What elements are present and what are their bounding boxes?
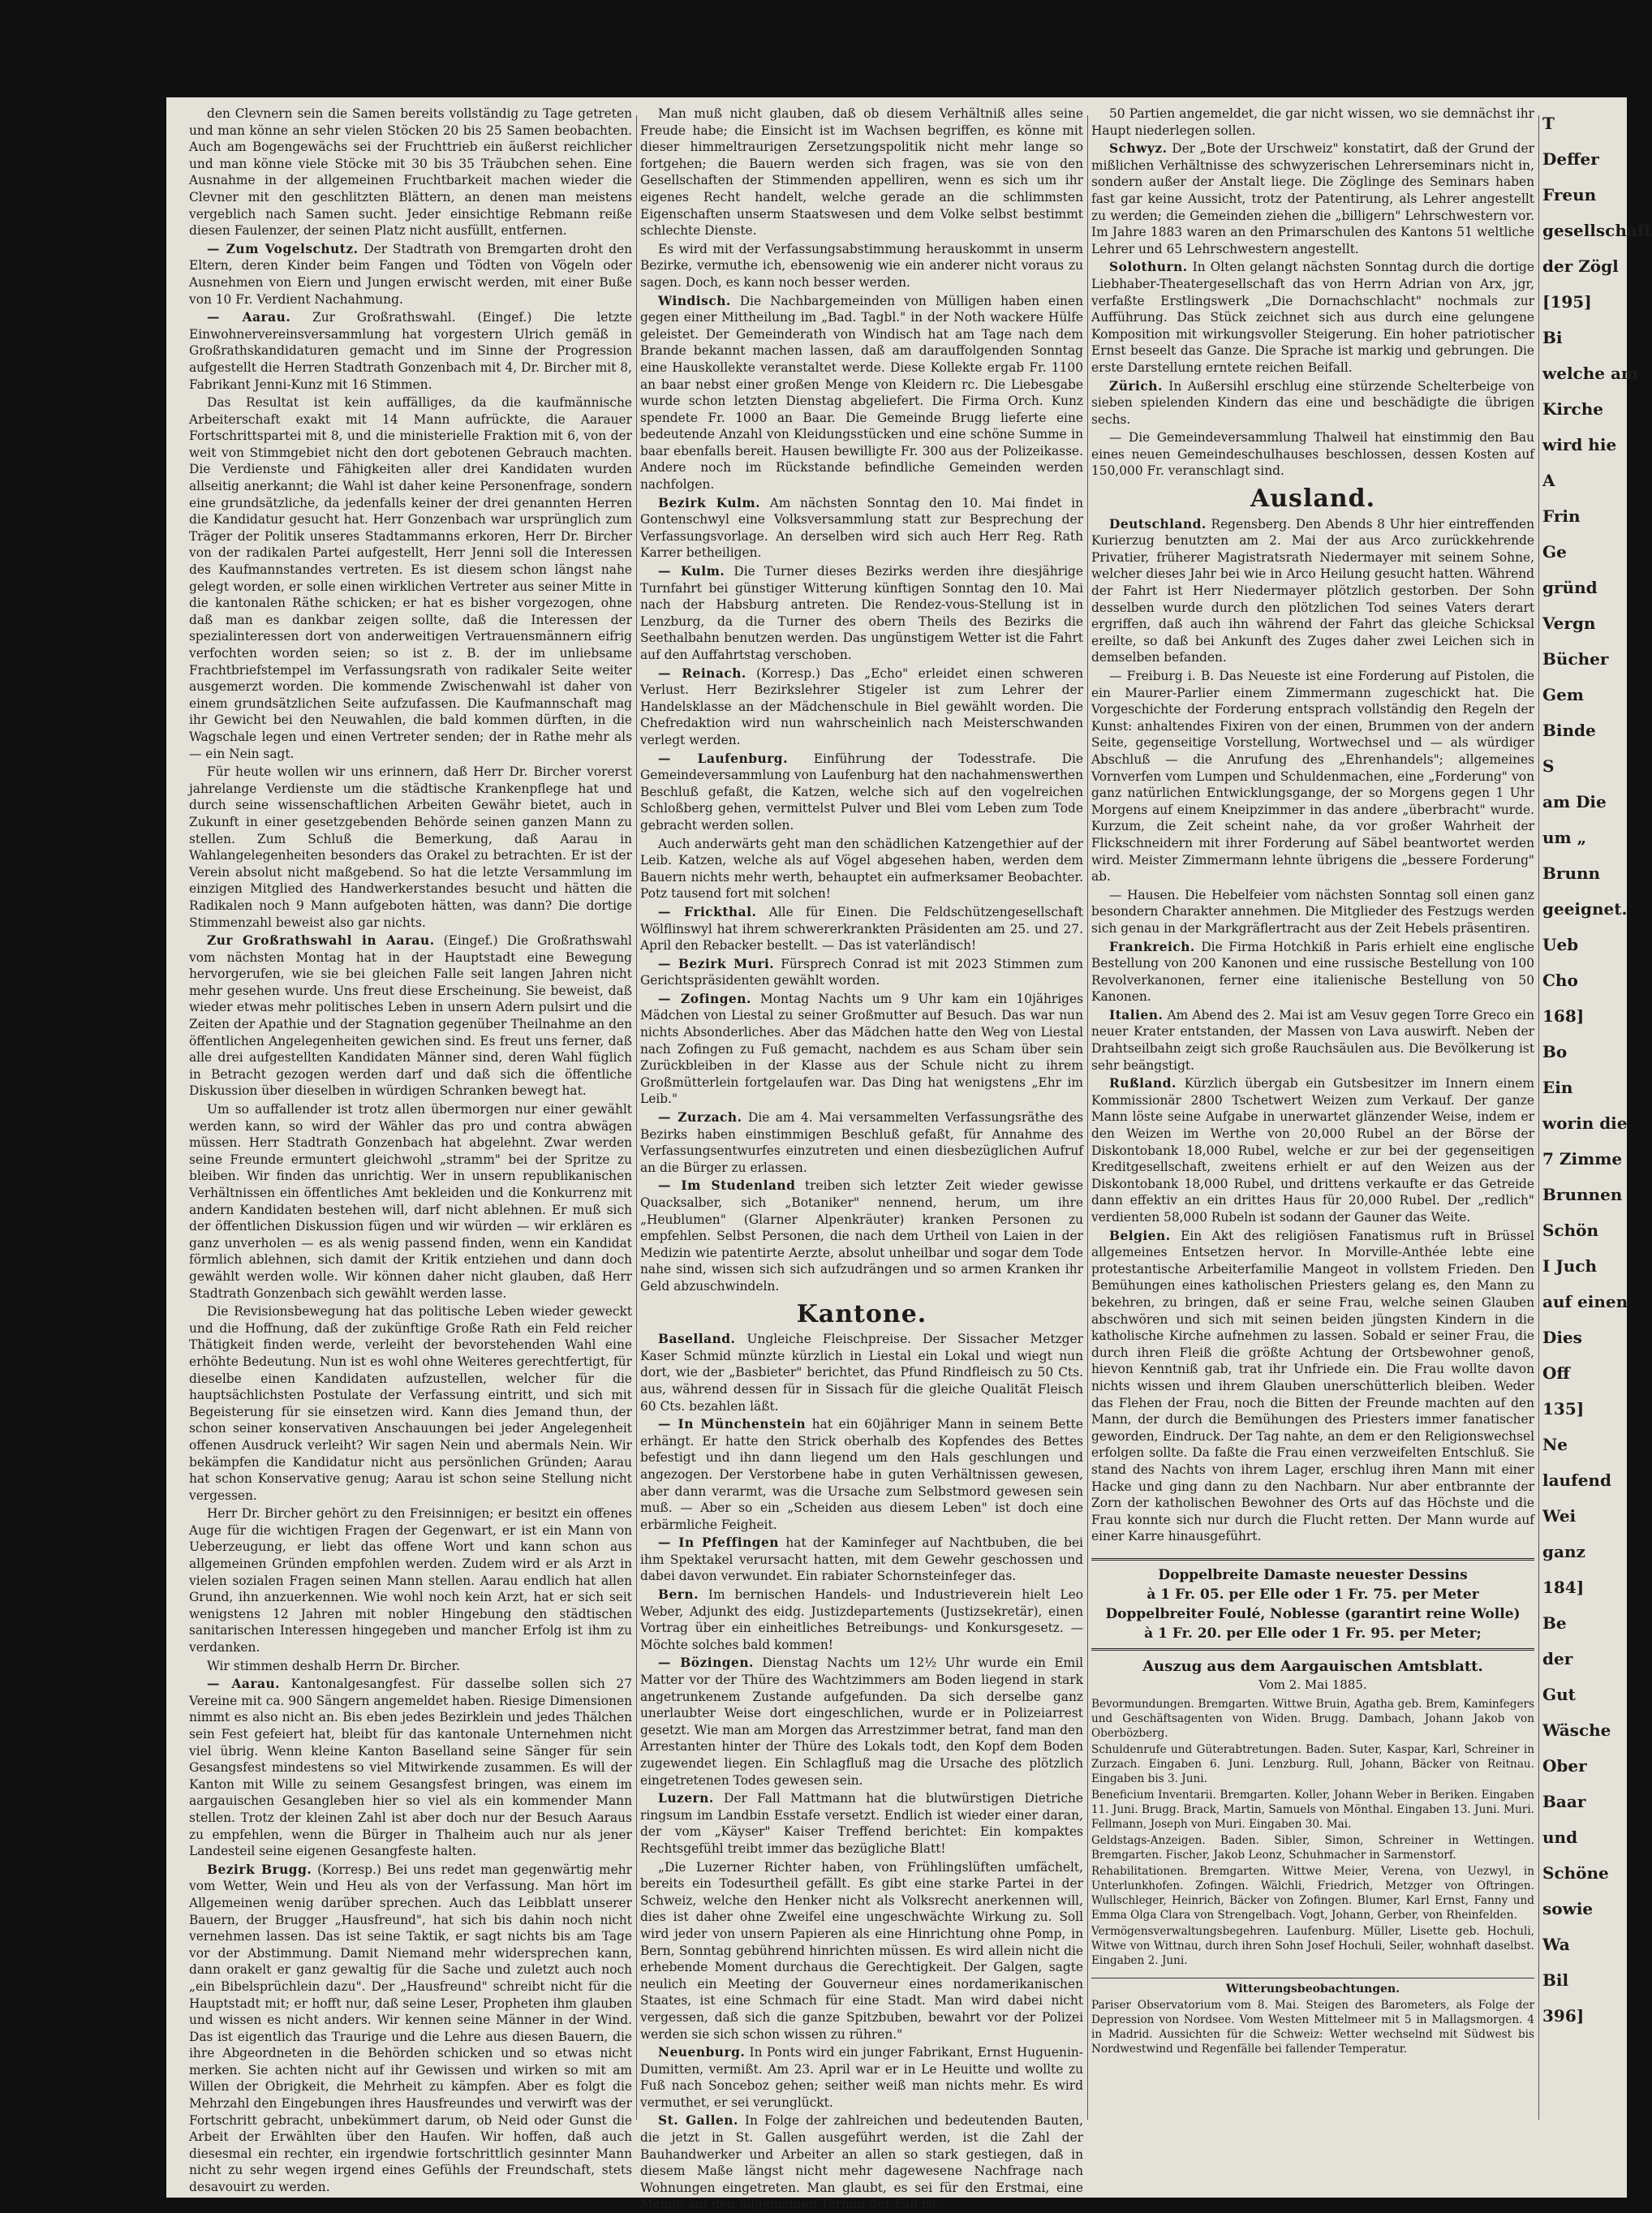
article-text: In Außersihl erschlug eine stürzende Schelterbeige von sieben spielenden Kindern das eine und beschädigte die übrigen sechs. bbox=[1091, 378, 1534, 427]
article-paragraph bbox=[1091, 1075, 1534, 1225]
article-text: Der „Bote der Urschweiz" konstatirt, daß der Grund der mißlichen Verhältnisse des schwyzerischen Lehrerseminars nicht in, sondern außer der Anstalt liege. Die Zöglinge des Seminars haben fast gar keine Aussicht, trotz der Patentirung, als Lehrer angestellt zu werden; die Gemeinden ziehen die „billigern" Lehrschwestern vor. Im Jahre 1883 waren an den Primarschulen des Kantons 51 weltliche Lehrer und 65 Lehrschwestern angestellt. bbox=[1091, 141, 1534, 256]
article-text: 50 Partien angemeldet, die gar nicht wissen, wo sie demnächst ihr Haupt niederlegen sollen. bbox=[1091, 106, 1534, 138]
article-text: In Ponts wird ein junger Fabrikant, Ernst Huguenin-Dumitten, vermißt. Am 23. April war er in Le Heuitte und wollte zu Fuß nach Sonceboz gehen; seither weiß man nichts mehr. Es wird vermuthet, er sei verunglückt. bbox=[640, 2045, 1083, 2110]
article-text: Im bernischen Handels- und Industrieverein hielt Leo Weber, Adjunkt des eidg. Justizdepartements (Justizsekretär), einen Vortrag über ein einheitliches Betreibungs- und Konkursgesetz. — Möchte solches bald kommen! bbox=[640, 1587, 1083, 1652]
weather-text: Pariser Observatorium vom 8. Mai. Steigen des Barometers, als Folge der Depression von Nordsee. Vom Westen Mittelmeer mit 5 in Mallagsmorgen. 4 in Madrid. Aussichten für die Schweiz: Wetter wechselnd mit Südwest bis Nordwestwind und Regenfälle bei fallender Temperatur. bbox=[1091, 1999, 1534, 2056]
article-paragraph bbox=[189, 309, 632, 393]
column-1 bbox=[189, 105, 632, 2195]
article-paragraph bbox=[189, 764, 632, 931]
article-paragraph bbox=[640, 241, 1083, 291]
amtsblatt-date: Vom 2. Mai 1885. bbox=[1258, 1677, 1367, 1693]
clipped-ad-fragment: Gut bbox=[1542, 1685, 1576, 1704]
clipped-ad-fragment: auf einen bbox=[1542, 1292, 1628, 1311]
clipped-ad-fragment: laufend bbox=[1542, 1470, 1611, 1490]
article-text: — Hausen. Die Hebelfeier vom nächsten Sonntag soll einen ganz besondern Charakter annehmen. Die Mitglieder des Festzugs werden sich genau in der Markgräflertracht aus der Zeit Hebels präsentiren. bbox=[1091, 887, 1534, 936]
article-text: Ein Akt des religiösen Fanatismus ruft in Brüssel allgemeines Entsetzen hervor. In Morville-Anthée lebte eine protestantische Arbeiterfamilie Mangeot in vollstem Frieden. Den Bemühungen eines katholischen Priesters gelang es, den Mann zu bekehren, zu bringen, daß er seine Frau, welche seinen Glauben abschwören und sich mit seinen beiden jüngsten Kindern in die katholische Kirche aufnehmen zu lassen. Sobald er seiner Frau, die durch ihren Fleiß die größte Achtung der Ortsbewohner genoß, hievon Kenntniß gab, trat ihr Unfriede ein. Die Frau wollte davon nichts wissen und ihrem Glauben unerschütterlich bleiben. Weder das Flehen der Frau, noch die Bitten der Freunde machten auf den Mann, der durch die Bemühungen des Priesters immer fanatischer geworden, Eindruck. Der Tag nahte, an dem er den Religionswechsel erfolgen sollte. Da faßte die Frau einen verzweifelten Entschluß. Sie stand des Nachts von ihrem Lager, erschlug ihren Mann mit einer Hacke und ging dann zu den Nachbarn. Nur aber entbrannte der Zorn der katholischen Bewohner des Orts auf das Höchste und die Frau konnte sich nur durch die Flucht retten. Der Mann wurde auf einer Karre hinausgeführt. bbox=[1091, 1228, 1534, 1544]
article-dateline: — Bözingen. bbox=[658, 1655, 754, 1671]
article-dateline: Neuenburg. bbox=[658, 2045, 746, 2060]
clipped-ad-fragment: Wei bbox=[1542, 1506, 1577, 1526]
article-text: Die Revisionsbewegung hat das politische Leben wieder geweckt und die Hoffnung, daß der zukünftige Große Rath ein Feld reicher Thätigkeit finden werde, verleiht der bevorstehenden Wahl eine erhöhte Bedeutung. Nun ist es wohl ohne Weiteres gerechtfertigt, für dieselbe einen Kandidaten aufzustellen, welcher für die hauptsächlichsten Postulate der Verfassung eintritt, und sich mit Begeisterung für sie einsetzen wird. Kann dies Jemand thun, der schon seiner konservativen Anschauungen bei jeder Angelegenheit offenen Ausdruck verleiht? Wir sagen Nein und abermals Nein. Wir bekämpfen die Kandidatur nicht aus persönlichen Gründen; Aarau hat schon Konservative genug; Aarau ist schon seine Stellung nicht vergessen. bbox=[189, 1304, 632, 1503]
clipped-ad-fragment: der bbox=[1542, 1649, 1573, 1668]
clipped-ad-fragment: Ueb bbox=[1542, 935, 1579, 954]
article-dateline: — In Pfeffingen bbox=[658, 1535, 779, 1551]
article-paragraph bbox=[189, 241, 632, 308]
article-text: Um so auffallender ist trotz allen übermorgen nur einer gewählt werden kann, so wird der Wähler das pro und contra abwägen müssen. Herr Stadtrath Gonzenbach hat abgelehnt. Zwar werden seine Freunde ermuntert gleichwohl „stramm" bei der Spritze zu bleiben. Wir finden das unrichtig. Wer in unsern republikanischen Verhältnissen ein öffentliches Amt bekleiden und die Konkurrenz mit andern Kandidaten bestehen will, darf nicht ablehnen. Er muß sich der öffentlichen Diskussion fügen und wir würden — wir erklären es ganz unverholen — es als wenig passend finden, wenn ein Kandidat förmlich ablehnen, sich damit der Kritik entziehen und dann doch gewählt werden wolle. Wir können daher nicht glauben, daß Herr Stadtrath Gonzenbach sich gewählt werden lasse. bbox=[189, 1102, 632, 1301]
article-paragraph bbox=[1091, 516, 1534, 666]
clipped-ad-fragment: 135] bbox=[1542, 1399, 1585, 1419]
clipped-ad-fragment: Ge bbox=[1542, 542, 1567, 562]
clipped-ad-fragment: Kirche bbox=[1542, 399, 1603, 419]
clipped-ad-fragment: worin die bbox=[1542, 1113, 1628, 1133]
advertisement bbox=[1091, 1558, 1534, 1651]
article-text: Die Nachbargemeinden von Mülligen haben einen gegen einer Mittheilung im „Bad. Tagbl." in der Noth wackere Hülfe geleistet. Der Gemeinderath von Windisch hat am Tage nach dem Brande bekannt machen lassen, daß am darauffolgenden Sonntag eine Hauskollekte veranstaltet werde. Diese Kollekte ergab Fr. 1100 an baar nebst einer großen Menge von Kleidern rc. Die Liebesgabe wurde schon letzten Dienstag abgeliefert. Die Firma Orch. Kunz spendete Fr. 1000 an Baar. Die Gemeinde Brugg lieferte eine bedeutende Anzahl von Kleidungsstücken und eine schöne Summe in baar ebenfalls bereit. Hausen bewilligte Fr. 300 aus der Polizeikasse. Andere noch im Rückstande befindliche Gemeinden werden nachfolgen. bbox=[640, 293, 1083, 493]
article-dateline: Frankreich. bbox=[1109, 939, 1195, 954]
article-paragraph bbox=[189, 1862, 632, 2196]
clipped-ad-fragment: Wa bbox=[1542, 1935, 1570, 1954]
amtsblatt-title: Auszug aus dem Aargauischen Amtsblatt. bbox=[1142, 1657, 1483, 1675]
article-dateline: — Bezirk Muri. bbox=[658, 956, 775, 971]
clipped-ad-fragment: Cho bbox=[1542, 971, 1578, 990]
article-text: Auch anderwärts geht man den schädlichen Katzengethier auf der Leib. Katzen, welche als auf Vögel abgesehen haben, werden dem Bauern nichts mehr werth, behauptet ein aufmerksamer Beobachter. Potz tausend fort mit solchen! bbox=[640, 836, 1083, 902]
amtsblatt-entry: Vermögensverwaltungsbegehren. Laufenburg. Müller, Lisette geb. Hochuli, Witwe von Wittnau, durch ihren Sohn Josef Hochuli, Seiler, wohnhaft daselbst. Eingaben 2. Juni. bbox=[1091, 1925, 1534, 1968]
article-paragraph bbox=[1091, 1228, 1534, 1545]
article-text: Einführung der Todesstrafe. Die Gemeindeversammlung von Laufenburg hat den nachahmenswerthen Beschluß gefaßt, die Katzen, welche sich auf den vogelreichen Schloßberg gehen, vermittelst Pulver und Blei vom Leben zum Tode gebracht werden sollen. bbox=[640, 751, 1083, 833]
article-paragraph bbox=[640, 1109, 1083, 1176]
article-text: Ungleiche Fleischpreise. Der Sissacher Metzger Kaser Schmid münzte kürzlich in Liestal ein Lokal und wiegt nun dort, wie der „Basbieter" berichtet, das Pfund Rindfleisch zu 50 Cts. aus, während dessen für in Sissach für die gleiche Qualität Fleisch 60 Cts. bezahlen läßt. bbox=[640, 1332, 1083, 1414]
clipped-ad-fragment: Bo bbox=[1542, 1042, 1568, 1061]
article-text: In Folge der zahlreichen und bedeutenden Bauten, die jetzt in St. Gallen ausgeführt werden, ist die Zahl der Bauhandwerker und Arbeiter an allen so stark gestiegen, daß in diesem Maße längst nicht mehr dagewesene Nachfrage nach Wohnungen eingetreten. Man glaubt, es sei für den Erstmai, eine Menge auf den allgemeinen Termin der Fall ist. bbox=[640, 2113, 1083, 2212]
amtsblatt-entry: Geldstags-Anzeigen. Baden. Sibler, Simon, Schreiner in Wettingen. Bremgarten. Fischer, Jakob Leonz, Schuhmacher in Sarmenstorf. bbox=[1091, 1834, 1534, 1862]
clipped-ad-fragment: Deffer bbox=[1542, 149, 1599, 169]
clipped-ad-fragment: Brunn bbox=[1542, 863, 1601, 883]
article-paragraph bbox=[640, 495, 1083, 562]
article-dateline: — Reinach. bbox=[658, 665, 746, 681]
article-dateline: Windisch. bbox=[658, 293, 731, 308]
article-dateline: — Kulm. bbox=[658, 564, 725, 579]
article-paragraph bbox=[1091, 668, 1534, 885]
article-text: Das Resultat ist kein auffälliges, da die kaufmännische Arbeiterschaft exakt mit 14 Mann aufrückte, die Aarauer Fortschrittspartei mit 8, und die ministerielle Fraktion mit 6, von der weit von Stimmgebiet nicht den dort gebotenen Gebrauch machten. Die Verdienste und Fähigkeiten aller drei Kandidaten wurden allseitig anerkannt; die Wahl ist daher keine Personenfrage, sondern eine grundsätzliche, da jedenfalls keiner der drei genannten Herren die Kandidatur gesucht hat. Herr Gonzenbach war ursprünglich zum Träger der Politik unseres Stadtammanns erkoren, Herr Dr. Bircher von der radikalen Partei aufgestellt, Herr Jenni soll die Interessen des Kaufmannstandes vertreten. Es ist diesem schon längst nahe gelegt worden, er solle einen wirklichen Vertreter aus seiner Mitte in die kantonalen Räthe schicken; er hat es bisher vorgezogen, ohne daß man es dankbar zeigen sollte, daß die Interessen der spezialinteressen dort von anderweitigen Vertrauensmännern eifrig verfochten worden seien; so ist z. B. der im unliebsame Frachtbriefstempel im Verfassungsrath von radikaler Seite weiter ausgemerzt worden. Die kommende Zwischenwahl ist daher von einem grundsätzlichen Seite aufzufassen. Die Kaufmannschaft mag ihr Gewicht bei den Neuwahlen, die bald kommen dürften, in die Wagschale legen und einen Vertreter senden; der in Rathe mehr als — ein Nein sagt. bbox=[189, 395, 632, 761]
article-dateline: Zur Großrathswahl in Aarau. bbox=[207, 933, 435, 949]
ad-line: Doppelbreiter Foulé, Noblesse (garantirt reine Wolle) bbox=[1105, 1605, 1521, 1622]
article-paragraph bbox=[640, 105, 1083, 239]
article-paragraph bbox=[1091, 1007, 1534, 1074]
article-paragraph bbox=[640, 956, 1083, 989]
article-dateline: Bezirk Kulm. bbox=[658, 495, 761, 510]
article-paragraph bbox=[1091, 259, 1534, 376]
clipped-ad-fragment: gründ bbox=[1542, 578, 1598, 597]
article-paragraph bbox=[640, 1416, 1083, 1533]
column-divider bbox=[1087, 115, 1088, 2120]
article-paragraph bbox=[1091, 887, 1534, 937]
article-dateline: — Aarau. bbox=[207, 1677, 281, 1692]
article-dateline: Solothurn. bbox=[1109, 260, 1188, 275]
article-text: — Die Gemeindeversammlung Thalweil hat einstimmig den Bau eines neuen Gemeindeschulhauses beschlossen, dessen Kosten auf 150,000 Fr. veranschlagt sind. bbox=[1091, 430, 1534, 479]
clipped-ad-fragment: Off bbox=[1542, 1363, 1570, 1383]
column-divider bbox=[636, 115, 637, 2120]
article-dateline: Italien. bbox=[1109, 1007, 1164, 1023]
article-text: Kürzlich übergab ein Gutsbesitzer im Innern einem Kommissionär 2800 Tschetwert Weizen zum Verkauf. Der ganze Mann löste seine Aufgabe in unerwartet glänzender Weise, indem er den Weizen im Werthe von 20,000 Rubel an der Börse der Diskontobank 18,000 Rubel, welche er zur bei der gegenseitigen Kreditgesellschaft, zweitens erhielt er auf den Weizen aus der Diskontobank 18,000 Rubel, und drittens verkaufte er das Getreide dann effektiv an ein drittes Haus für 20,000 Rubel. Der „redlich" verdienten 58,000 Rubeln ist sodann der Gauner das Weite. bbox=[1091, 1076, 1534, 1225]
article-paragraph bbox=[189, 394, 632, 762]
article-dateline: — Zurzach. bbox=[658, 1110, 742, 1126]
article-paragraph bbox=[1091, 378, 1534, 428]
article-text: Fürsprech Conrad ist mit 2023 Stimmen zum Gerichtspräsidenten gewählt worden. bbox=[640, 956, 1083, 988]
article-text: (Korresp.) Das „Echo" erleidet einen schweren Verlust. Herr Bezirkslehrer Stigeler ist zum Lehrer der Handelsklasse an der Mädchenschule in Biel gewählt worden. Die Chefredaktion wird nun wahrscheinlich nach Meisterschwanden verlegt werden. bbox=[640, 665, 1083, 747]
clipped-ad-fragment: der Zögl bbox=[1542, 256, 1619, 276]
article-text: Die Firma Hotchkiß in Paris erhielt eine englische Bestellung von 200 Kanonen und eine russische Bestellung von 100 Revolverkanonen, ferner eine italienische Bestellung von 50 Kanonen. bbox=[1091, 939, 1534, 1005]
article-text: (Eingef.) Die Großrathswahl vom nächsten Montag hat in der Hauptstadt eine Bewegung hervorgerufen, wie sie bei gleichen Falle seit langen Jahren nicht mehr gesehen wurde. Uns freut diese Erscheinung. Sie beweist, daß wieder etwas mehr politisches Leben in unsern Adern pulsirt und die Zeiten der Apathie und der Stagnation gegenüber Theilnahme an den öffentlichen Angelegenheiten gewichen sind. Es freut uns ferner, daß alle drei aufgestellten Kandidaten Männer sind, deren Wahl füglich in Betracht gezogen werden darf und daß sich die öffentliche Diskussion über dieselben in würdigen Schranken bewegt hat. bbox=[189, 933, 632, 1099]
article-paragraph bbox=[640, 991, 1083, 1108]
clipped-ad-fragment: wird hie bbox=[1542, 435, 1617, 454]
clipped-ad-fragment: Be bbox=[1542, 1613, 1567, 1633]
clipped-ad-fragment: und bbox=[1542, 1828, 1578, 1847]
section-heading: Ausland. bbox=[1250, 484, 1376, 514]
clipped-ad-fragment: am Die bbox=[1542, 792, 1607, 812]
article-dateline: — Zum Vogelschutz. bbox=[207, 241, 359, 256]
clipped-ad-fragment: Ein bbox=[1542, 1078, 1573, 1097]
article-paragraph bbox=[640, 563, 1083, 664]
article-dateline: — Im Studenland bbox=[658, 1178, 796, 1194]
clipped-ad-fragment: Bi bbox=[1542, 328, 1563, 347]
clipped-ad-fragment: Gem bbox=[1542, 685, 1584, 704]
article-text: Man muß nicht glauben, daß ob diesem Verhältniß alles seine Freude habe; die Einsicht ist im Wachsen begriffen, es könne mit dieser himmeltraurigen Zersetzungspolitik nicht mehr lange so fortgehen; die Bauern werden sich fragen, was sie von den Gesellschaften der Stimmenden appelliren, wenn es sich um ihr eigenes Recht handelt, welche gerade an die schlimmsten Eigenschaften unserm Staatswesen und dem Volke selbst bestimmt schlechte Dienste. bbox=[640, 106, 1083, 239]
article-text: hat der Kaminfeger auf Nachtbuben, die bei ihm Spektakel verursacht hatten, mit dem Gewehr geschossen und dabei davon verwundet. Ein rabiater Schornsteinfeger das. bbox=[640, 1535, 1083, 1584]
article-paragraph bbox=[189, 1101, 632, 1302]
article-paragraph bbox=[1091, 140, 1534, 257]
clipped-ad-fragment: Ober bbox=[1542, 1756, 1587, 1776]
article-paragraph bbox=[189, 1505, 632, 1655]
article-dateline: — Zofingen. bbox=[658, 991, 751, 1006]
article-dateline: — In Münchenstein bbox=[658, 1417, 807, 1432]
article-paragraph bbox=[640, 2112, 1083, 2213]
article-paragraph bbox=[640, 293, 1083, 493]
clipped-ad-fragment: Wäsche bbox=[1542, 1720, 1611, 1740]
weather-report bbox=[1091, 1978, 1534, 2056]
article-text: Zur Großrathswahl. (Eingef.) Die letzte Einwohnervereinsversammlung hat vorgestern Ulrich gemäß in Großrathskandidaturen gemacht und im Sinne der Progression aufgestellt die Herren Stadtrath Gonzenbach mit 4, Dr. Bircher mit 8, Fabrikant Jenni-Kunz mit 16 Stimmen. bbox=[189, 310, 632, 392]
amtsblatt-entry: Beneficium Inventarii. Bremgarten. Koller, Johann Weber in Beriken. Eingaben 11. Juni. Brugg. Brack, Martin, Samuels von Mönthal. Eingaben 13. Juni. Muri. Fellmann, Joseph von Muri. Eingaben 30. Mai. bbox=[1091, 1789, 1534, 1832]
amtsblatt-entry: Bevormundungen. Bremgarten. Wittwe Bruin, Agatha geb. Brem, Kaminfegers und Geschäftsagenten von Widen. Brugg. Dambach, Johann Jakob von Oberbözberg. bbox=[1091, 1698, 1534, 1741]
column-divider bbox=[1538, 115, 1539, 2120]
article-text: Am nächsten Sonntag den 10. Mai findet in Gontenschwyl eine Volksversammlung statt zur Besprechung der Verfassungsvorlage. An derselben wird sich auch Herr Reg. Rath Karrer betheiligen. bbox=[640, 495, 1083, 561]
clipped-ad-fragment: I Juch bbox=[1542, 1256, 1598, 1276]
article-dateline: Zürich. bbox=[1109, 378, 1163, 394]
article-paragraph bbox=[640, 1178, 1083, 1294]
article-paragraph bbox=[640, 1655, 1083, 1789]
clipped-ad-fragment: 7 Zimme bbox=[1542, 1149, 1623, 1169]
clipped-ad-fragment: 168] bbox=[1542, 1006, 1585, 1026]
clipped-ad-fragment: Schöne bbox=[1542, 1863, 1609, 1883]
article-text: Montag Nachts um 9 Uhr kam ein 10jähriges Mädchen von Liestal zu seiner Großmutter auf Besuch. Das war nun nichts Absonderliches. Aber das Mädchen hatte den Weg von Liestal nach Zofingen zu Fuß gemacht, nachdem es aus Scham über sein Zurückbleiben in der Klasse aus der Schule nicht zu ihrem Großmütterlein fortgelaufen war. Das Ding hat wenigstens „Ehr im Leib." bbox=[640, 991, 1083, 1107]
article-text: Alle für Einen. Die Feldschützengesellschaft Wölflinswyl hat ihrem schwererkrankten Präsidenten am 25. und 27. April den Rebacker bestellt. — Das ist vaterländisch! bbox=[640, 904, 1083, 954]
article-text: Der Stadtrath von Bremgarten droht den Eltern, deren Kinder beim Fangen und Tödten von Vögeln oder Ausnehmen von Eiern und Jungen erwischt werden, mit einer Buße von 10 Fr. Verdient Nachahmung. bbox=[189, 241, 632, 307]
article-paragraph bbox=[640, 751, 1083, 834]
article-text: Der Fall Mattmann hat die blutwürstigen Dietriche ringsum im Landbin Esstafe versetzt. Endlich ist wieder einer daran, der vom „Käyser" Kaiser Treffend berichtet: Ein kompaktes Rechtsgefühl treibt immer das bezügliche Blatt! bbox=[640, 1791, 1083, 1856]
article-text: Die Turner dieses Bezirks werden ihre diesjährige Turnfahrt bei günstiger Witterung künftigen Sonntag den 10. Mai nach der Habsburg antreten. Die Rendez-vous-Stellung ist in Lenzburg, da die Turner des obern Theils des Bezirks die Seethalbahn benutzen werden. Das ungünstigem Wetter ist die Fahrt auf den Auffahrtstag verschoben. bbox=[640, 564, 1083, 662]
article-dateline: Deutschland. bbox=[1109, 516, 1207, 532]
article-dateline: Belgien. bbox=[1109, 1228, 1171, 1243]
article-text: In Olten gelangt nächsten Sonntag durch die dortige Liebhaber-Theatergesellschaft das von Herrn Adrian von Arx, jgr, verfaßte Erstlingswerk „Die Dornachschlacht" nochmals zur Aufführung. Das Stück zeichnet sich aus durch eine gelungene Komposition mit wirkungsvoller Steigerung. Ein hoher patriotischer Ernst beseelt das Ganze. Die Sprache ist markig und gebrungen. Die erste Darstellung erntete reichen Beifall. bbox=[1091, 260, 1534, 375]
article-text: (Korresp.) Bei uns redet man gegenwärtig mehr vom Wetter, Wein und Heu als von der Verfassung. Man hört im Allgemeinen wenig darüber sprechen. Auch das Leibblatt unserer Bauern, der Brugger „Hausfreund", hat sich bis dahin noch nicht vernehmen lassen. Das ist seine Taktik, er sagt nichts bis am Tage vor der Abstimmung. Damit Niemand mehr widersprechen kann, dann orakelt er ganz gewaltig für die Sache und zuletzt auch noch „ein Bibelsprüchlein dazu". Der „Hausfreund" schreibt nicht für die Hauptstadt mit; er hofft nur, daß seine Leser, Propheten ihm glauben und wissen es nicht anders. Wir kennen seine Männer in der Wind. Das ist eigentlich das Traurige und die Lehre aus diesen Bauern, die ihre Abgeordneten in die Behörden schicken und so etwas nicht merken. Sie achten nicht auf ihr Gewissen und wirken so mit am Willen der Obrigkeit, die Mehrheit zu kämpfen. Aber es folgt die Mehrzahl den Eingebungen ihres Hausfreundes und verwirft was der Fortschritt gebracht, unbekümmert darum, ob Neid oder Gunst die Arbeit der Erwählten über den Haufen. Wir hoffen, daß auch diesesmal ein rechter, ein irgendwie fortschrittlich gesinnter Mann nicht zu sehr wegen irgend eines Gefühls der Freundschaft, stets desavouirt zu werden. bbox=[189, 1862, 632, 2195]
article-paragraph bbox=[1091, 429, 1534, 480]
article-text: Für heute wollen wir uns erinnern, daß Herr Dr. Bircher vorerst jahrelange Verdienste um die städtische Krankenpflege hat und durch seine wissenschaftlichen Arbeiten Gewähr bietet, auch in Zukunft in einer gesetzgebenden Behörde seinen ganzen Mann zu stellen. Zum Schluß die Bemerkung, daß Aarau in Wahlangelegenheiten besonders das Orakel zu betrachten. Er ist der Verein absolut nicht maßgebend. So hat die letzte Versammlung im einzigen Mitglied des Handwerkerstandes besucht und hätten die Radikalen noch 9 Mann aufgeboten hätten, was dann? Die dortige Stimmenzahl beweist also gar nichts. bbox=[189, 764, 632, 930]
article-paragraph bbox=[189, 105, 632, 239]
clipped-ad-fragment: Brunnen bbox=[1542, 1185, 1623, 1204]
clipped-ad-fragment: [195] bbox=[1542, 292, 1592, 312]
article-dateline: Schwyz. bbox=[1109, 141, 1168, 157]
article-paragraph bbox=[640, 1535, 1083, 1585]
article-paragraph bbox=[640, 1331, 1083, 1414]
article-text: Wir stimmen deshalb Herrn Dr. Bircher. bbox=[207, 1658, 461, 1673]
article-dateline: — Laufenburg. bbox=[658, 751, 788, 766]
article-text: Kantonalgesangfest. Für dasselbe sollen sich 27 Vereine mit ca. 900 Sängern angemeldet haben. Riesige Dimensionen nimmt es also nicht an. Bis eben jedes Bezirklein und jedes Thälchen sein Fest gefeiert hat, bleibt für das kantonale Unternehmen nicht viel übrig. Wenn kleine Kanton Baselland seine Sänger für sein Gesangsfest mindestens so viel Mitwirkende zusammen. Es will der Kanton mit Wille zu seinem Gesangsfest bringen, was einem im aargauischen Gesangleben hier so viel als ein kommender Mann stellen. Trotz der kleinen Zahl ist aber doch nur der Besuch Aaraus zu empfehlen, wenn die Bürger in Thalheim auch nur als jener Landesteil seine eigenen Gesangfeste halten. bbox=[189, 1677, 632, 1859]
article-paragraph bbox=[640, 665, 1083, 749]
article-paragraph bbox=[1091, 939, 1534, 1005]
section-heading: Kantone. bbox=[796, 1299, 927, 1328]
clipped-ad-fragment: sowie bbox=[1542, 1899, 1594, 1918]
clipped-ad-fragment: Frin bbox=[1542, 506, 1581, 526]
article-paragraph bbox=[640, 2044, 1083, 2111]
article-text: treiben sich letzter Zeit wieder gewisse Quacksalber, sich „Botaniker" nennend, herum, um ihre „Heublumen" (Glarner Alpenkräuter) kranken Personen zu empfehlen. Selbst Personen, die nach dem Urtheil von Laien in der Medizin wie patentirte Aerzte, absolut unheilbar und sogar dem Tode nahe sind, wissen sich sich aufzudrängen und so armen Kranken ihr Geld abzuschwindeln. bbox=[640, 1178, 1083, 1294]
clipped-ad-fragment: ganz bbox=[1542, 1542, 1585, 1561]
article-paragraph bbox=[640, 1790, 1083, 1857]
amtsblatt-extract bbox=[1091, 1659, 1534, 1968]
article-dateline: St. Gallen. bbox=[658, 2113, 738, 2129]
clipped-ad-fragment: Baar bbox=[1542, 1792, 1586, 1811]
clipped-ad-fragment: gesellschaft bbox=[1542, 221, 1652, 240]
article-paragraph bbox=[189, 1658, 632, 1675]
article-paragraph bbox=[189, 1303, 632, 1504]
clipped-ad-fragment: Dies bbox=[1542, 1328, 1582, 1347]
column-4-fragment bbox=[1542, 105, 1652, 2118]
clipped-ad-fragment: A bbox=[1542, 471, 1555, 490]
article-paragraph bbox=[1091, 105, 1534, 139]
ad-line: à 1 Fr. 05. per Elle oder 1 Fr. 75. per Meter bbox=[1147, 1586, 1479, 1603]
clipped-ad-fragment: welche am bbox=[1542, 364, 1639, 383]
article-dateline: Baselland. bbox=[658, 1332, 736, 1347]
article-dateline: — Aarau. bbox=[207, 310, 291, 325]
article-dateline: Rußland. bbox=[1109, 1076, 1177, 1091]
article-text: Herr Dr. Bircher gehört zu den Freisinnigen; er besitzt ein offenes Auge für die wichtigen Fragen der Gegenwart, er ist ein Mann von Ueberzeugung, er liebt das offene Wort und kann schon aus allgemeinen Gründen empfohlen werden. Zudem wird er als Arzt in vielen sozialen Fragen seinen Mann stellen. Aarau endlich hat allen Grund, ihn anzuerkennen. Wie wohl noch kein Arzt, hat er sich seit wenigstens 12 Jahren mit nobler Hingebung den städtischen sanitarischen Interessen hingegeben und mancher Erfolg ist ihm zu verdanken. bbox=[189, 1506, 632, 1655]
clipped-ad-fragment: Bücher bbox=[1542, 649, 1609, 669]
article-paragraph bbox=[189, 1676, 632, 1860]
article-text: Regensberg. Den Abends 8 Uhr hier eintreffenden Kurierzug benutzten am 2. Mai der aus Arco zurückkehrende Privatier, früherer Magistratsrath Niedermayer mit seinem Sohne, welcher dieses Jahr bei wie in Arco Heilung gesucht hatten. Während der Fahrt ist Herr Niedermayer plötzlich gestorben. Der Sohn desselben wurde durch den plötzlichen Tod seines Vaters derart ergriffen, daß auch ihn während der Fahrt das gleiche Schicksal ereilte, so daß bei Ankunft des Zuges daher zwei Leichen sich in demselben befanden. bbox=[1091, 516, 1534, 665]
column-3 bbox=[1091, 105, 1534, 2118]
clipped-ad-fragment: Ne bbox=[1542, 1435, 1568, 1454]
clipped-ad-fragment: S bbox=[1542, 756, 1555, 776]
column-2 bbox=[640, 105, 1083, 2212]
article-dateline: Bezirk Brugg. bbox=[207, 1862, 312, 1877]
article-paragraph bbox=[640, 1859, 1083, 2043]
newspaper-page bbox=[166, 97, 1652, 2212]
article-dateline: Bern. bbox=[658, 1587, 699, 1603]
weather-title: Witterungsbeobachtungen. bbox=[1225, 1983, 1400, 1996]
article-dateline: Luzern. bbox=[658, 1791, 714, 1806]
clipped-ad-fragment: 396] bbox=[1542, 2006, 1585, 2026]
clipped-ad-fragment: um „ bbox=[1542, 828, 1587, 847]
article-text: hat ein 60jähriger Mann in seinem Bette erhängt. Er hatte den Strick oberhalb des Kopfendes des Bettes befestigt und ihn dann liegend um den Hals geschlungen und angezogen. Der Verstorbene habe in guten Verhältnissen gewesen, aber dann verarmt, was die Ursache zum Selbstmord gewesen sein muß. — Aber so ein „Scheiden aus diesem Leben" ist doch eine erbärmliche Feigheit. bbox=[640, 1417, 1083, 1532]
article-text: Dienstag Nachts um 12½ Uhr wurde ein Emil Matter vor der Thüre des Wachtzimmers am Boden liegend in stark angetrunkenem Zustande aufgefunden. Da sich derselbe ganz unerlaubter Weise dort eingeschlichen, wurde er in Polizeiarrest gesetzt. Wie man am Morgen das Arrestzimmer betrat, fand man den Arrestanten hinter der Thüre des Lokals todt, den Kopf dem Boden zugewendet liegen. Ein Schlagfluß mag die Ursache des plötzlich eingetretenen Todes gewesen sein. bbox=[640, 1655, 1083, 1788]
article-text: Die am 4. Mai versammelten Verfassungsräthe des Bezirks haben einstimmigen Beschluß gefaßt, für Annahme des Verfassungsentwurfes einzutreten und einen diesbezüglichen Aufruf an die Bürger zu erlassen. bbox=[640, 1110, 1083, 1175]
article-paragraph bbox=[189, 932, 632, 1100]
clipped-ad-fragment: geeignet. bbox=[1542, 899, 1628, 919]
clipped-ad-fragment: Freun bbox=[1542, 185, 1597, 205]
amtsblatt-entry: Schuldenrufe und Güterabtretungen. Baden. Suter, Kaspar, Karl, Schreiner in Zurzach. Eingaben 6. Juni. Lenzburg. Rull, Johann, Bäcker von Reitnau. Eingaben bis 3. Juni. bbox=[1091, 1743, 1534, 1786]
article-text: Am Abend des 2. Mai ist am Vesuv gegen Torre Greco ein neuer Krater entstanden, der Massen von Lava auswirft. Neben der Drahtseilbahn zeigt sich große Rauchsäulen aus. Die Bevölkerung ist sehr beängstigt. bbox=[1091, 1007, 1534, 1073]
clipped-ad-fragment: Vergn bbox=[1542, 614, 1596, 633]
clipped-ad-fragment: 184] bbox=[1542, 1578, 1585, 1597]
ad-line: Doppelbreite Damaste neuester Dessins bbox=[1158, 1566, 1468, 1583]
amtsblatt-entry: Rehabilitationen. Bremgarten. Wittwe Meier, Verena, von Uezwyl, in Unterlunkhofen. Zofingen. Wälchli, Friedrich, Metzger von Oftringen. Wullschleger, Heinrich, Bäcker von Zofingen. Blumer, Karl Ernst, Fanny und Emma Olga Clara von Strengelbach. Vogt, Johann, Gerber, von Rheinfelden. bbox=[1091, 1865, 1534, 1922]
clipped-ad-fragment: Schön bbox=[1542, 1221, 1599, 1240]
clipped-ad-fragment: Bil bbox=[1542, 1970, 1569, 1990]
article-dateline: — Frickthal. bbox=[658, 904, 757, 919]
clipped-ad-fragment: Binde bbox=[1542, 721, 1596, 740]
article-text: Es wird mit der Verfassungsabstimmung herauskommt in unserm Bezirke, vermuthe ich, ebensowenig wie ein anderer nicht voraus zu sagen. Doch, es kann noch besser werden. bbox=[640, 241, 1083, 290]
article-text: den Clevnern sein die Samen bereits vollständig zu Tage getreten und man könne an sehr vielen Stöcken 20 bis 25 Samen beobachten. Auch am Bogengewächs sei der Fruchttrieb ein äußerst reichlicher und man könne viele Stöcke mit 30 bis 35 Träubchen sehen. Eine Ausnahme in der allgemeinen Fruchtbarkeit machen wieder die Clevner mit den geschlitzten Blättern, an denen man meistens vergeblich nach Samen sucht. Jeder einsichtige Rebmann reiße diesen Faulenzer, der seinen Platz nicht ausfüllt, entfernen. bbox=[189, 106, 632, 239]
article-text: — Freiburg i. B. Das Neueste ist eine Forderung auf Pistolen, die ein Maurer-Parlier einem Zimmermann zugeschickt hat. Die Vorgeschichte der Forderung entsprach vollständig den Regeln der Kunst: anhaltendes Fixiren von der einen, Brummen von der andern Seite, gegenseitige Vorstellung, Wortwechsel und — als würdiger Abschluß — die Anrufung des „Ehrenhandels"; allgemeines Vornverfen vom Lumpen und Schuldenmachen, eine „Forderung" von ganz natürlichen Entwicklungsgange, der so Morgens gegen 1 Uhr Morgens auf einem Kneipzimmer in das andere „überbracht" wurde. Kurzum, die Zeit scheint nahe, da vor großer Wahrheit der Flickschneidern mit ihrer Forderung auf Säbel beantwortet werden wird. Meister Zimmermann lehnte übrigens die „bessere Forderung" ab. bbox=[1091, 669, 1534, 885]
ad-line: à 1 Fr. 20. per Elle oder 1 Fr. 95. per Meter; bbox=[1144, 1625, 1482, 1642]
article-text: „Die Luzerner Richter haben, von Frühlingslüften umfächelt, bereits ein Todesurtheil gefällt. Es gibt eine starke Partei in der Schweiz, welche den Henker nicht als Volksrecht anerkennen will, dies ist daher ohne Zweifel eine ungeschwächte Wirkung zu. Soll wird jeder von unsern Papieren als eine Hinrichtung ohne Pomp, in Bern, Sonntag gebührend hinrichten müssen. Es wird allein nicht die erhebende Moment durchaus die Gerechtigkeit. Der Galgen, sagte neulich ein Meeting der Gouverneur eines nordamerikanischen Staates, ist eine Schmach für eine Stadt. Man wird dabei nicht vergessen, daß sich die ganze Spitzbuben, bewahrt vor der Polizei werden sie sich schon wissen zu rühren." bbox=[640, 1859, 1083, 2042]
article-paragraph bbox=[640, 904, 1083, 954]
article-paragraph bbox=[640, 836, 1083, 902]
clipped-ad-fragment: T bbox=[1542, 114, 1555, 133]
article-paragraph bbox=[640, 1587, 1083, 1653]
